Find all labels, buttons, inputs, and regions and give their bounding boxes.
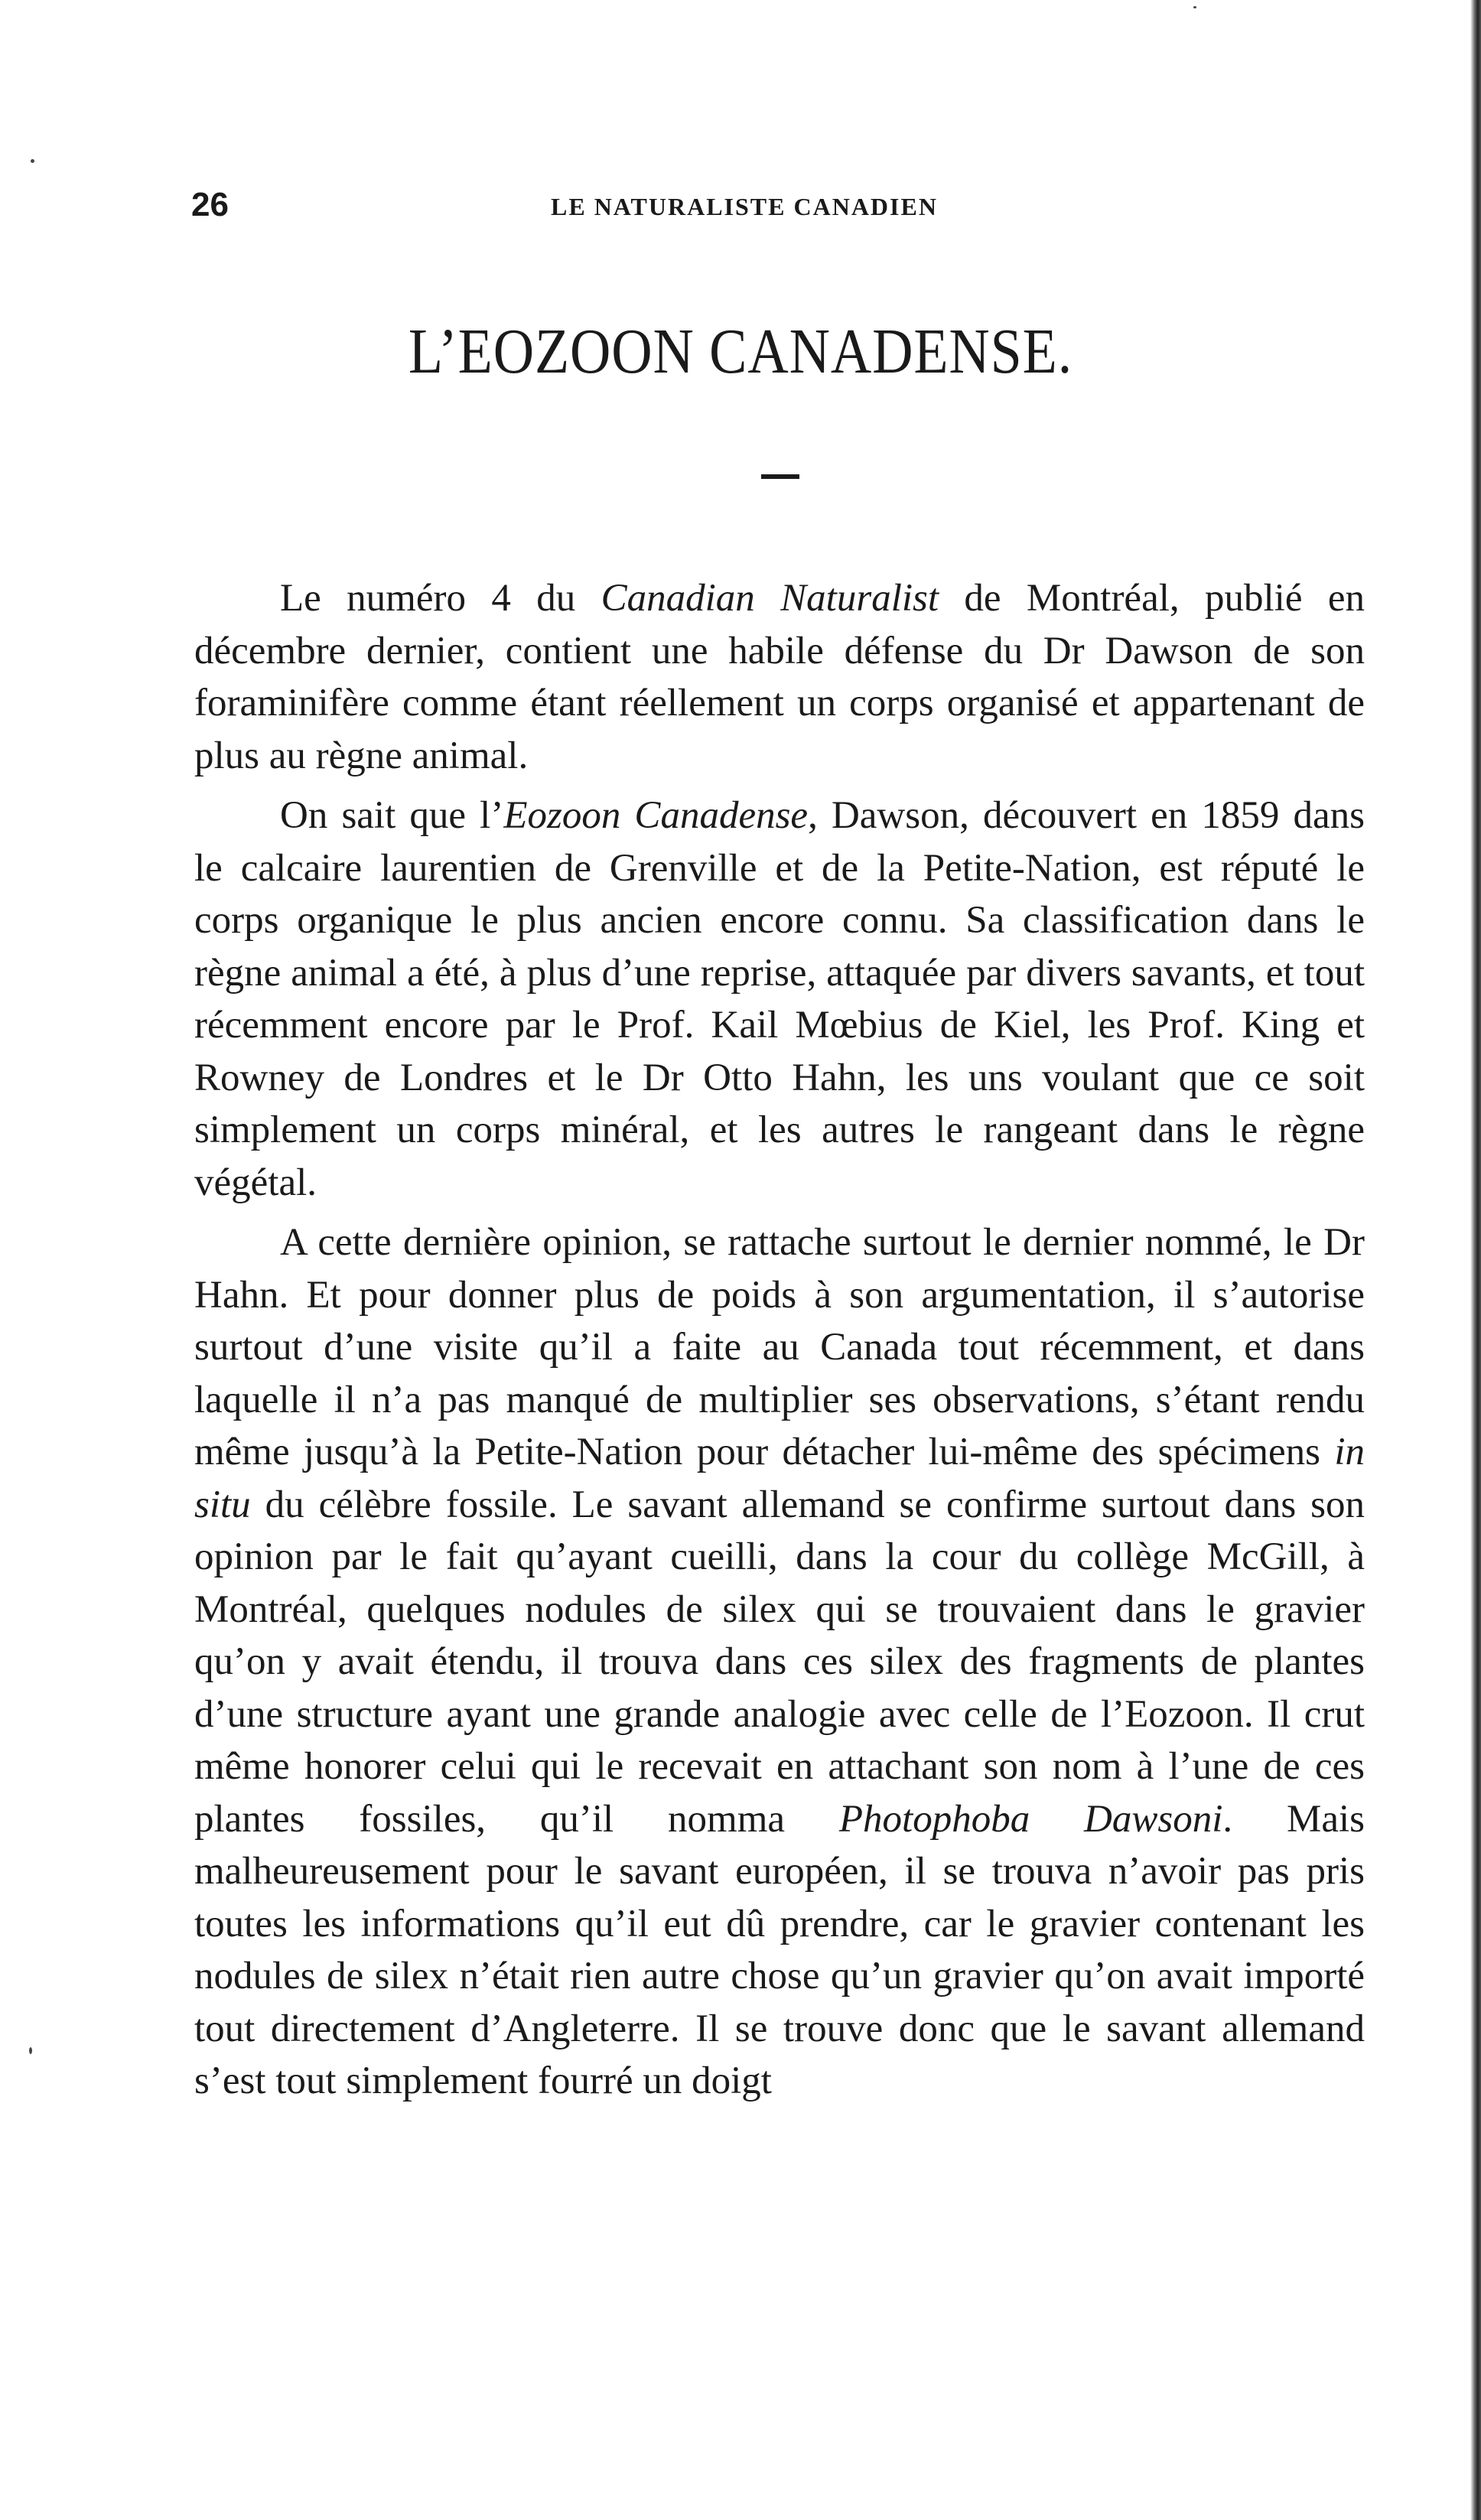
paragraph-3 — [194, 1216, 1365, 2108]
paragraph-2-italic-a: Eozoon Canadense — [503, 794, 809, 837]
print-speck — [29, 2047, 32, 2054]
paragraph-2 — [194, 790, 1365, 1209]
paragraph-3-text-a: A cette dernière opinion, se rattache surtout le dernier nommé, le Dr Hahn. Et pour donner plus de poids à son argumentation, il s’autorise surtout d’une visite qu’il a faite au Canada tout récemment, et dans laquelle il n’a pas manqué de multiplier ses observations, s’étant rendu même jusqu’à la Petite-Nation pour détacher lui-même des spécimens — [194, 1221, 1365, 1473]
paragraph-3-text-c: . Mais malheureusement pour le savant européen, il se trouva n’avoir pas pris toutes les informations qu’il eut dû prendre, car le gravier contenant les nodules de silex n’était rien autre chose qu’un gravier qu’on avait importé tout directement d’Angleterre. Il se trouve donc que le savant allemand s’est tout simplement fourré un doigt — [194, 1797, 1365, 2102]
journal-title: LE NATURALISTE CANADIEN — [551, 193, 938, 220]
article-title: L’EOZOON CANADENSE. — [408, 316, 1073, 387]
paragraph-3-italic-a: in situ — [194, 1431, 1365, 1526]
paragraph-3-italic-b: Photophoba Dawsoni — [838, 1797, 1223, 1841]
running-head — [191, 182, 1369, 228]
print-speck — [1193, 6, 1196, 8]
paragraph-1-italic-a: Canadian Naturalist — [601, 577, 939, 620]
paragraph-1-text-a: Le numéro 4 du — [280, 577, 601, 620]
paragraph-2-text-b: , Dawson, découvert en 1859 dans le calcaire laurentien de Grenville et de la Petite-Nation, est réputé le corps organique le plus ancien encore connu. Sa classification dans le règne animal a été, à plus d’une reprise, attaquée par divers savants, et tout récemment encore par le Prof. Kail Mœbius de Kiel, les Prof. King et Rowney de Londres et le Dr Otto Hahn, les uns voulant que ce soit simplement un corps minéral, et les autres le rangeant dans le règne végétal. — [194, 794, 1365, 1204]
paragraph-3-text-b: du célèbre fossile. Le savant allemand se confirme surtout dans son opinion par le fait qu’ayant cueilli, dans la cour du collège McGill, à Montréal, quelques nodules de silex qui se trouvaient dans le gravier qu’on y avait étendu, il trouva dans ces silex des fragments de plantes d’une structure ayant une grande analogie avec celle de l’Eozoon. Il crut même honorer celui qui le recevait en attachant son nom à l’une de ces plantes fossiles, qu’il nomma — [194, 1483, 1365, 1841]
paragraph-2-text-a: On sait que l’ — [280, 794, 504, 837]
article-body — [194, 572, 1365, 2108]
title-rule — [761, 474, 799, 479]
print-speck — [31, 159, 34, 163]
page-number: 26 — [191, 186, 229, 223]
paragraph-1-text-b: de Montréal, publié en décembre dernier, contient une habile défense du Dr Dawson de son foraminifère comme étant réellement un corps organisé et appartenant de plus au règne animal. — [194, 577, 1365, 777]
page-edge-shadow — [1470, 0, 1481, 2520]
paragraph-1 — [194, 572, 1365, 782]
